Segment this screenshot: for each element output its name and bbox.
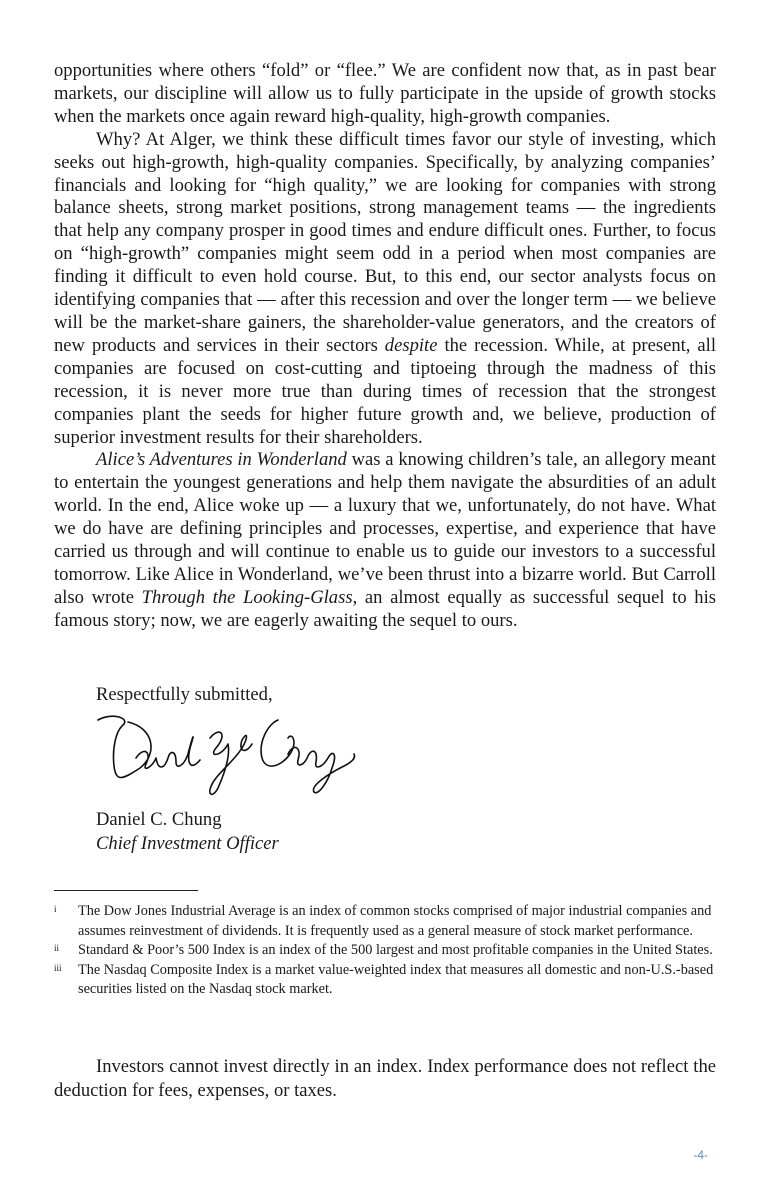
footnote-divider bbox=[54, 890, 198, 891]
paragraph-1: opportunities where others “fold” or “flee.” We are confident now that, as in past bear markets, our discipline will allow us to fully participate in the upside of growth stocks when the markets once again reward high-quality, high-growth companies. bbox=[54, 60, 716, 127]
index-disclaimer bbox=[54, 1055, 716, 1103]
footnote-marker: ii bbox=[54, 943, 60, 953]
closing-salutation: Respectfully submitted, bbox=[96, 684, 273, 705]
book-title-alice: Alice’s Adventures in Wonderland bbox=[96, 449, 347, 471]
letter-body bbox=[54, 60, 716, 633]
signer-title: Chief Investment Officer bbox=[96, 833, 279, 854]
footnote-item bbox=[54, 961, 716, 1000]
paragraph-2 bbox=[54, 129, 716, 450]
signer-name: Daniel C. Chung bbox=[96, 809, 222, 830]
paragraph-2-start: Why? At Alger, we think these difficult times favor our style of investing, which seeks out high-growth, high-quality companies. Specifically, by analyzing companies’ financials and looking for “high quality,” we are looking for companies with strong balance sheets, strong market positions, strong management teams — the ingredients that help any company prosper in good times and endure difficult ones. Further, to focus on “high-growth” companies might seem odd in a period when most companies are finding it difficult to even hold course. But, to this end, our sector analysts focus on identifying companies that — after this recession and over the longer term — we believe will be the market-share gainers, the shareholder-value generators, and the creators of new products and services in their sectors bbox=[54, 128, 716, 356]
book-title-looking-glass: Through the Looking-Glass bbox=[141, 586, 353, 608]
footnote-text: Standard & Poor’s 500 Index is an index of the 500 largest and most profitable companies in the United States. bbox=[78, 942, 713, 958]
footnote-item bbox=[54, 941, 716, 961]
disclaimer-text: Investors cannot invest directly in an index. Index performance does not reflect the deduction for fees, expenses, or taxes. bbox=[54, 1056, 716, 1101]
footnote-marker: i bbox=[54, 904, 57, 914]
footnote-marker: iii bbox=[54, 962, 62, 973]
paragraph-3-end: , an almost equally as successful sequel to his famous story; now, we are eagerly awaiting the sequel to ours. bbox=[54, 586, 717, 631]
footnote-text: The Dow Jones Industrial Average is an index of common stocks comprised of major industrial companies and assumes reinvestment of dividends. It is frequently used as a general measure of stock market performance. bbox=[78, 903, 712, 939]
page-number: -4- bbox=[693, 1148, 708, 1162]
signer-block bbox=[96, 808, 279, 856]
paragraph-3-mid: was a knowing children’s tale, an allegory meant to entertain the youngest generations and help them navigate the absurdities of an adult world. In the end, Alice woke up — a luxury that we, unfortunately, do not have. What we do have are defining principles and processes, expertise, and experience that have carried us through and will continue to enable us to guide our investors to a successful tomorrow. Like Alice in Wonderland, we’ve been thrust into a bizarre world. But Carroll also wrote bbox=[54, 449, 716, 608]
footnote-item bbox=[54, 902, 716, 941]
handwritten-signature bbox=[92, 708, 362, 804]
paragraph-3 bbox=[54, 449, 716, 632]
footnotes bbox=[54, 902, 716, 1000]
emphasis-despite: despite bbox=[384, 334, 438, 356]
footnote-text: The Nasdaq Composite Index is a market value-weighted index that measures all domestic and non-U.S.-based securities listed on the Nasdaq stock market. bbox=[78, 961, 714, 997]
paragraph-2-end: the recession. While, at present, all companies are focused on cost-cutting and tiptoeing through the madness of this recession, it is never more true than during times of recession that the strongest companies plant the seeds for higher future growth and, we believe, production of superior investment results for their shareholders. bbox=[54, 334, 716, 448]
